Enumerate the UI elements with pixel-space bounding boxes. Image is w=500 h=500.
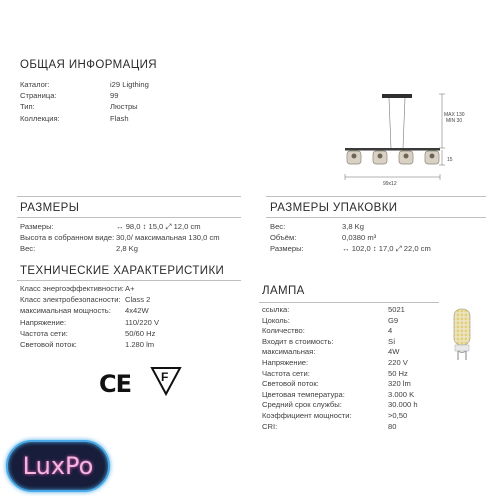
spec-label: максимальная: (262, 347, 316, 357)
packaging-title: РАЗМЕРЫ УПАКОВКИ (270, 202, 398, 214)
lamp-title: ЛАМПА (262, 285, 305, 297)
fixture-bar (345, 148, 440, 151)
spec-label: ссылка: (262, 305, 290, 314)
spec-label: Частота сети: (20, 328, 68, 338)
dimensions-title: РАЗМЕРЫ (20, 202, 80, 214)
spec-value: 1.280 lm (125, 340, 155, 349)
spec-value: Люстры (110, 102, 138, 112)
spec-value: ↔ 98,0 ↕ 15,0 ⤢ 12,0 cm (116, 222, 201, 231)
spec-value: Sí (388, 336, 396, 346)
spec-value: 5021 (388, 305, 405, 314)
spec-label: Размеры: (20, 222, 54, 231)
spec-label: Цветовая температура: (262, 389, 345, 399)
spec-value: G9 (388, 315, 399, 325)
spec-value: 3,8 Kg (342, 222, 364, 231)
spec-label: Частота сети: (262, 368, 310, 378)
spec-value: Class 2 (125, 295, 151, 305)
spec-value: 99 (110, 91, 119, 101)
spec-label: Размеры: (270, 244, 304, 254)
spec-value: 2,8 Kg (116, 244, 138, 254)
spec-value: 3.000 K (388, 389, 415, 399)
spec-label: Объём: (270, 233, 297, 243)
spec-value: 50 Hz (388, 368, 408, 378)
spec-value: A+ (125, 284, 135, 293)
spec-value: ↔ 102,0 ↕ 17,0 ⤢ 22,0 cm (342, 244, 431, 254)
spec-value: 30,0/ максимальная 130,0 cm (116, 233, 220, 243)
spec-label: Входит в стоимость: (262, 336, 334, 346)
spec-value: 110/220 V (125, 317, 160, 327)
spec-label: Цоколь: (262, 315, 290, 325)
spec-label: Каталог: (20, 80, 50, 89)
side-label: 15 (447, 157, 453, 163)
spec-label: Световой поток: (262, 379, 319, 389)
spec-value: 0,0380 m³ (342, 233, 377, 243)
spec-label: максимальная мощность: (20, 306, 111, 316)
spec-label: Высота в собранном виде: (20, 233, 115, 243)
spec-label: Коэффициент мощности: (262, 411, 352, 420)
cable-right (403, 98, 405, 148)
spec-value: 4 (388, 326, 393, 336)
divider-tech (17, 280, 241, 281)
spec-value: 220 V (388, 358, 408, 367)
width-label: 99x12 (383, 181, 397, 187)
spec-label: Класс электробезопасности: (20, 295, 121, 305)
spec-value: i29 Ligthing (110, 80, 149, 89)
ce-mark: CE (99, 370, 132, 398)
spec-label: Класс энергоэффективности: (20, 284, 124, 293)
max-height-label: MAX 130 (444, 112, 465, 118)
general-title: ОБЩАЯ ИНФОРМАЦИЯ (20, 59, 157, 71)
spec-label: CRI: (262, 421, 278, 431)
spec-value: 30.000 h (388, 400, 418, 410)
glass-shades (347, 151, 439, 164)
spec-label: Напряжение: (262, 358, 309, 367)
divider-packaging (266, 196, 486, 197)
spec-label: Средний срок службы: (262, 400, 342, 410)
divider-dimensions (17, 196, 241, 197)
cable-left (389, 98, 391, 148)
spec-label: Вес: (270, 222, 286, 231)
divider-packaging-bottom (266, 217, 486, 218)
spec-value: 4W (388, 347, 400, 357)
spec-label: Тип: (20, 102, 35, 112)
spec-value: 4x42W (125, 306, 149, 316)
spec-label: Страница: (20, 91, 57, 101)
spec-value: >0,50 (388, 411, 408, 420)
spec-label: Световой поток: (20, 340, 77, 349)
spec-value: 50/60 Hz (125, 328, 156, 338)
luxpo-logo (6, 440, 110, 492)
spec-label: Вес: (20, 244, 36, 254)
g9-bulb-icon (448, 305, 476, 363)
chandelier-drawing (325, 85, 463, 195)
divider-dimensions-bottom (17, 217, 241, 218)
ceiling-canopy (382, 94, 412, 98)
divider-lamp (259, 302, 439, 303)
logo-text: LuxPo (22, 452, 94, 480)
spec-label: Коллекция: (20, 113, 60, 123)
tech-title: ТЕХНИЧЕСКИЕ ХАРАКТЕРИСТИКИ (20, 265, 225, 277)
spec-label: Количество: (262, 326, 305, 336)
f-mark-letter: F (161, 370, 169, 384)
spec-value: 320 lm (388, 379, 411, 389)
min-height-label: MIN 30 (446, 118, 463, 124)
spec-label: Напряжение: (20, 317, 67, 327)
spec-value: 80 (388, 421, 397, 431)
spec-value: Flash (110, 113, 129, 123)
